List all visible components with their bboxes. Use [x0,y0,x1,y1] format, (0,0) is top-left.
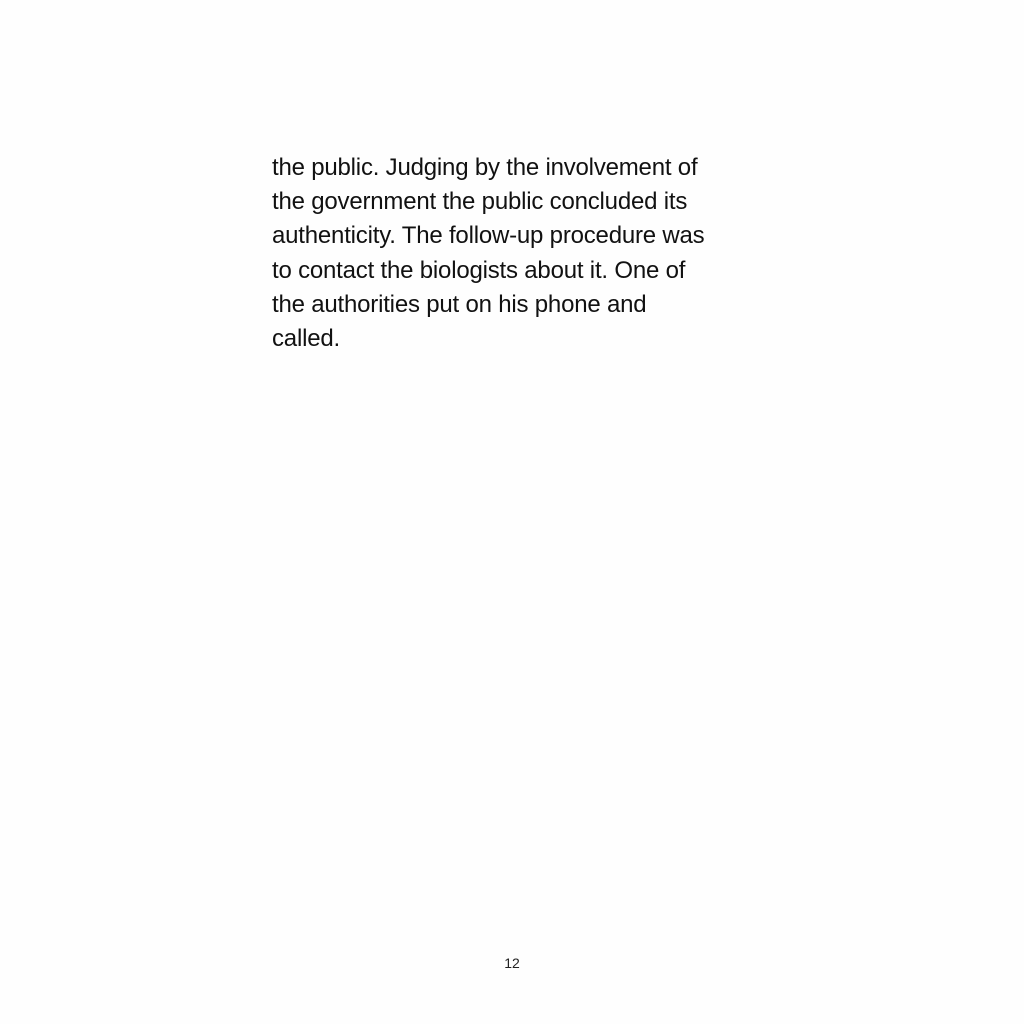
paragraph-line-5: the authorities put on his phone and [272,290,647,318]
paragraph-line-4: to contact the biologists about it. One of [272,256,686,284]
paragraph-line-6: called. [272,325,340,353]
paragraph-line-3: authenticity. The follow-up procedure was [272,222,705,250]
page-number: 12 [504,955,520,971]
paragraph-line-2: the government the public concluded its [272,188,688,216]
body-paragraph [272,151,772,356]
paragraph-line-1: the public. Judging by the involvement of [272,154,698,181]
